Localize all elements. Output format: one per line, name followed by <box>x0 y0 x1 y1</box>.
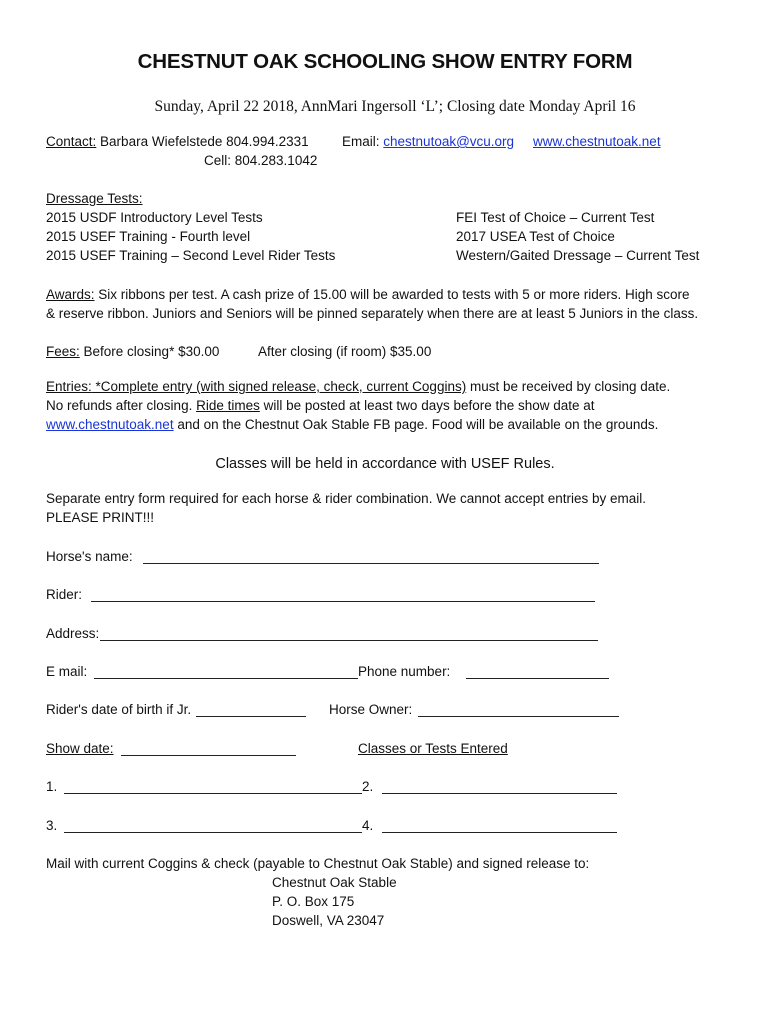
entries-text2a: No refunds after closing. <box>46 398 197 413</box>
awards-line1 <box>46 287 690 303</box>
entries-label: Entries: <box>46 379 92 394</box>
mail-address-line: P. O. Box 175 <box>272 894 355 909</box>
email-link[interactable]: chestnutoak@vcu.org <box>383 134 515 149</box>
dob-field[interactable] <box>196 716 306 717</box>
entries-text2b: will be posted at least two days before the show date at <box>259 398 595 413</box>
phone-field[interactable] <box>466 678 609 679</box>
contact-cell: Cell: 804.283.1042 <box>204 153 318 168</box>
entries-text3: and on the Chestnut Oak Stable FB page. Food will be available on the grounds. <box>173 417 659 432</box>
class-field-4[interactable] <box>382 832 617 833</box>
mail-address-line: Chestnut Oak Stable <box>272 875 397 890</box>
fees-label: Fees: <box>46 344 80 359</box>
contact-name-phone: Barbara Wiefelstede 804.994.2331 <box>100 134 309 149</box>
dressage-left-item: 2015 USDF Introductory Level Tests <box>46 210 263 225</box>
fees-after: After closing (if room) $35.00 <box>258 344 432 359</box>
class-number-2: 2. <box>362 779 374 794</box>
website-link[interactable]: www.chestnutoak.net <box>533 134 661 149</box>
website-link-2[interactable]: www.chestnutoak.net <box>46 417 174 432</box>
dressage-left-item: 2015 USEF Training – Second Level Rider Tests <box>46 248 336 263</box>
email-field[interactable] <box>94 678 358 679</box>
instructions-line1: Separate entry form required for each horse & rider combination. We cannot accept entries by email. <box>46 491 647 506</box>
class-field-3[interactable] <box>64 832 362 833</box>
mail-instructions: Mail with current Coggins & check (payable to Chestnut Oak Stable) and signed release to: <box>46 856 590 871</box>
address-field[interactable] <box>100 640 598 641</box>
email-field-label: E mail: <box>46 664 88 679</box>
dressage-right-item: FEI Test of Choice – Current Test <box>456 210 655 225</box>
classes-heading: Classes or Tests Entered <box>358 741 508 756</box>
awards-label: Awards: <box>46 287 95 302</box>
class-field-2[interactable] <box>382 793 617 794</box>
address-label: Address: <box>46 626 100 641</box>
rider-field[interactable] <box>91 601 595 602</box>
usef-rules-note: Classes will be held in accordance with USEF Rules. <box>215 456 555 472</box>
rider-label: Rider: <box>46 587 83 602</box>
dressage-left-item: 2015 USEF Training - Fourth level <box>46 229 251 244</box>
show-date-label: Show date: <box>46 741 114 756</box>
fees-line <box>46 344 219 360</box>
contact-label: Contact: <box>46 134 97 149</box>
owner-label: Horse Owner: <box>329 702 413 717</box>
show-date-field[interactable] <box>121 755 296 756</box>
show-date-subtitle: Sunday, April 22 2018, AnnMari Ingersoll ‘L’; Closing date Monday April 16 <box>154 98 636 115</box>
horse-name-label: Horse's name: <box>46 549 133 564</box>
horse-name-field[interactable] <box>143 563 599 564</box>
entries-requirements: *Complete entry (with signed release, check, current Coggins) <box>91 379 467 394</box>
awards-line2: & reserve ribbon. Juniors and Seniors will be pinned separately when there are at least 5 Juniors in the class. <box>46 306 699 321</box>
contact-email-line <box>342 134 514 150</box>
class-field-1[interactable] <box>64 793 362 794</box>
awards-text1: Six ribbons per test. A cash prize of 15.00 will be awarded to tests with 5 or more riders. High score <box>94 287 690 302</box>
dob-label: Rider's date of birth if Jr. <box>46 702 192 717</box>
class-number-3: 3. <box>46 818 58 833</box>
contact-line <box>46 134 309 150</box>
class-number-4: 4. <box>362 818 374 833</box>
class-number-1: 1. <box>46 779 58 794</box>
entries-line2 <box>46 398 595 414</box>
mail-address-line: Doswell, VA 23047 <box>272 913 385 928</box>
entries-line1 <box>46 379 670 395</box>
owner-field[interactable] <box>418 716 619 717</box>
ride-times: Ride times <box>196 398 260 413</box>
fees-before: Before closing* $30.00 <box>79 344 220 359</box>
page-title: CHESTNUT OAK SCHOOLING SHOW ENTRY FORM <box>137 50 633 73</box>
email-label: Email: <box>342 134 380 149</box>
phone-label: Phone number: <box>358 664 451 679</box>
dressage-right-item: 2017 USEA Test of Choice <box>456 229 615 244</box>
dressage-heading: Dressage Tests: <box>46 191 143 206</box>
entries-text1: must be received by closing date. <box>466 379 671 394</box>
entries-line3 <box>46 417 658 433</box>
dressage-right-item: Western/Gaited Dressage – Current Test <box>456 248 700 263</box>
instructions-line2: PLEASE PRINT!!! <box>46 510 155 525</box>
